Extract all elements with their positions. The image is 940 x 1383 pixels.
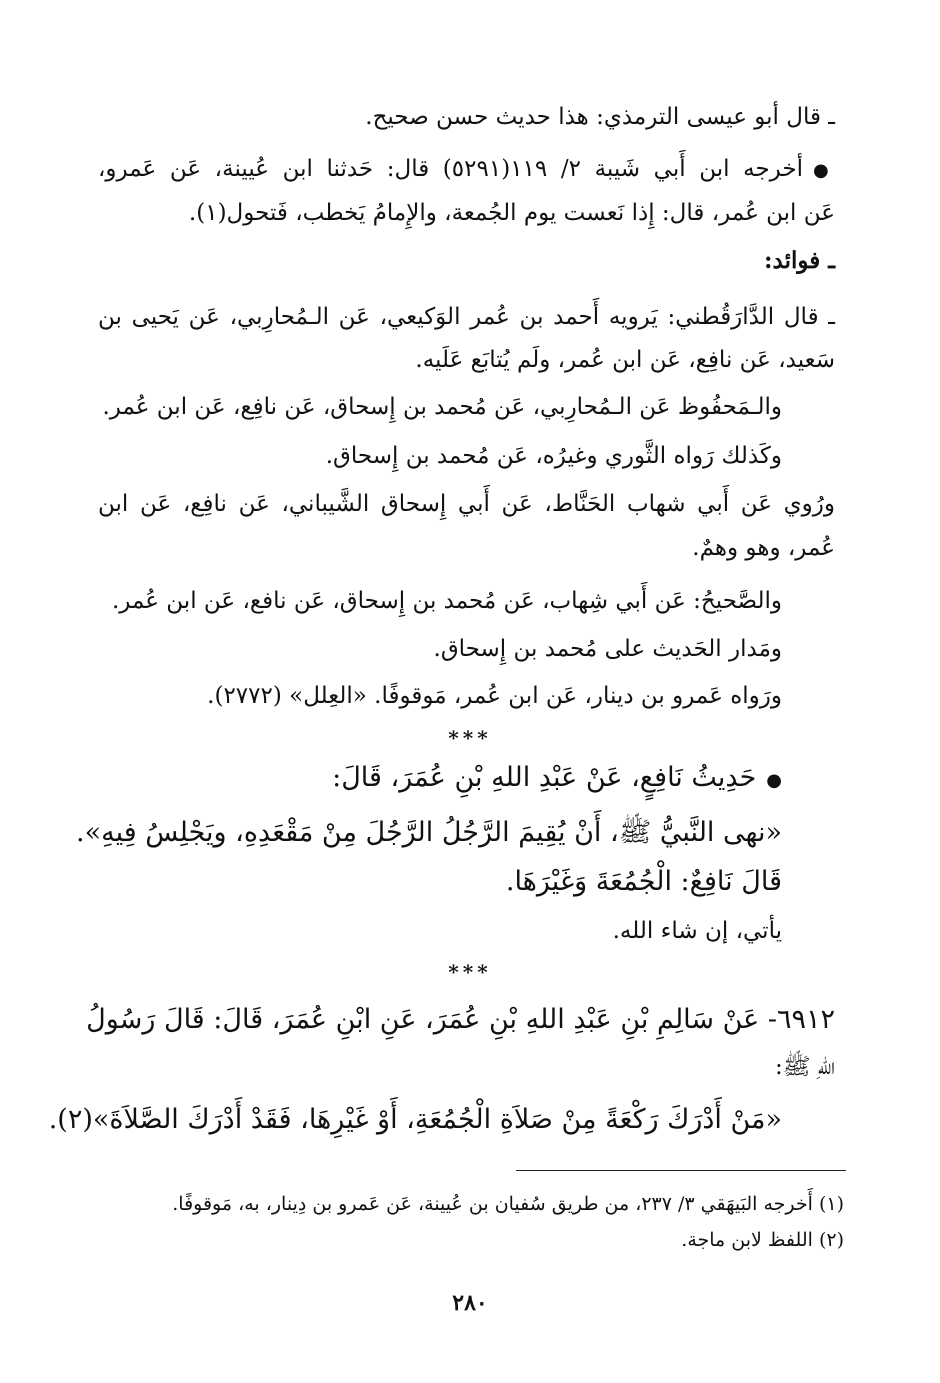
text-line: ـ قال الدَّارَقُطني: يَرويه أَحمد بن عُمر الوَكيعي، عَن الـمُحارِبي، عَن يَحيى بن [98,304,835,330]
text-line: ورَواه عَمرو بن دينار، عَن ابن عُمر، مَوقوفًا. «العِلل» (٢٧٧٢). [207,683,782,709]
text-line: ـ قال أبو عيسى الترمذي: هذا حديث حسن صحيح. [365,104,835,130]
footnote-1: (١) أَخرجه البَيهَقي ٣/ ٢٣٧، من طريق سُفيان بن عُيينة، عَن عَمرو بن دِينار، به، مَوقوفًا. [172,1193,844,1215]
separator-stars: *** [448,960,492,984]
text-line: والـمَحفُوظ عَن الـمُحارِبي، عَن مُحمد بن إِسحاق، عَن نافِع، عَن ابن عُمر. [102,394,782,420]
bullet-icon: ● [766,770,782,791]
hadith-number-line: ٦٩١٢- عَنْ سَالِمِ بْنِ عَبْدِ اللهِ بْنِ عُمَرَ، عَنِ ابْنِ عُمَرَ، قَالَ: قَالَ رَسُولُ [86,1004,835,1035]
page-number: ٢٨٠ [452,1290,488,1316]
hadith-takhrij-line [98,152,835,188]
hadith-text: قَالَ نَافِعٌ: الْجُمُعَةَ وَغَيْرَهَا. [505,866,782,897]
text-line: ومَدار الحَديث على مُحمد بن إِسحاق. [433,636,782,662]
footnote-separator [516,1170,846,1171]
text-line: يأتي، إن شاء الله. [612,918,782,944]
text-line: اللهِ ﷺ: [774,1054,835,1080]
section-heading: ـ فوائد: [764,247,835,274]
text-line: سَعيد، عَن نافِع، عَن ابن عُمر، ولَم يُتابَع عَلَيه. [415,347,835,373]
hadith-text: «مَنْ أَدْرَكَ رَكْعَةً مِنْ صَلاَةِ الْجُمُعَةِ، أَوْ غَيْرِهَا، فَقَدْ أَدْرَكَ الصَّلاَةَ»(٢). [48,1104,782,1135]
hadith-text: «نهى النَّبيُّ ﷺ، أَنْ يُقِيمَ الرَّجُلُ الرَّجُلَ مِنْ مَقْعَدِهِ، ويَجْلِسُ فِيهِ». [76,817,782,848]
separator-stars: *** [448,726,492,750]
text-line: ورُوي عَن أَبي شهاب الحَنَّاط، عَن أَبي إِسحاق الشَّيباني، عَن نافِع، عَن ابن [98,491,835,517]
text-line: وكَذلك رَواه الثَّوري وغيرُه، عَن مُحمد بن إِسحاق. [325,443,782,469]
hadith-heading [332,758,782,801]
text-line: عُمر، وهو وهمٌ. [692,535,835,561]
bullet-icon: ● [812,160,835,181]
text-span: حَدِيثُ نَافِعٍ، عَنْ عَبْدِ اللهِ بْنِ عُمَرَ، قَالَ: [332,762,757,793]
text-line: عَن ابن عُمر، قال: إِذا نَعست يوم الجُمعة، والإِمامُ يَخطب، فَتحول(١). [188,200,835,226]
text-span: أخرجه ابن أَبي شَيبة ٢/ ١١٩(٥٢٩١) قال: حَدثنا ابن عُيينة، عَن عَمرو، [98,156,803,182]
footnote-2: (٢) اللفظ لابن ماجة. [681,1229,844,1251]
text-line: والصَّحيحُ: عَن أَبي شِهاب، عَن مُحمد بن إِسحاق، عَن نافع، عَن ابن عُمر. [111,588,782,614]
